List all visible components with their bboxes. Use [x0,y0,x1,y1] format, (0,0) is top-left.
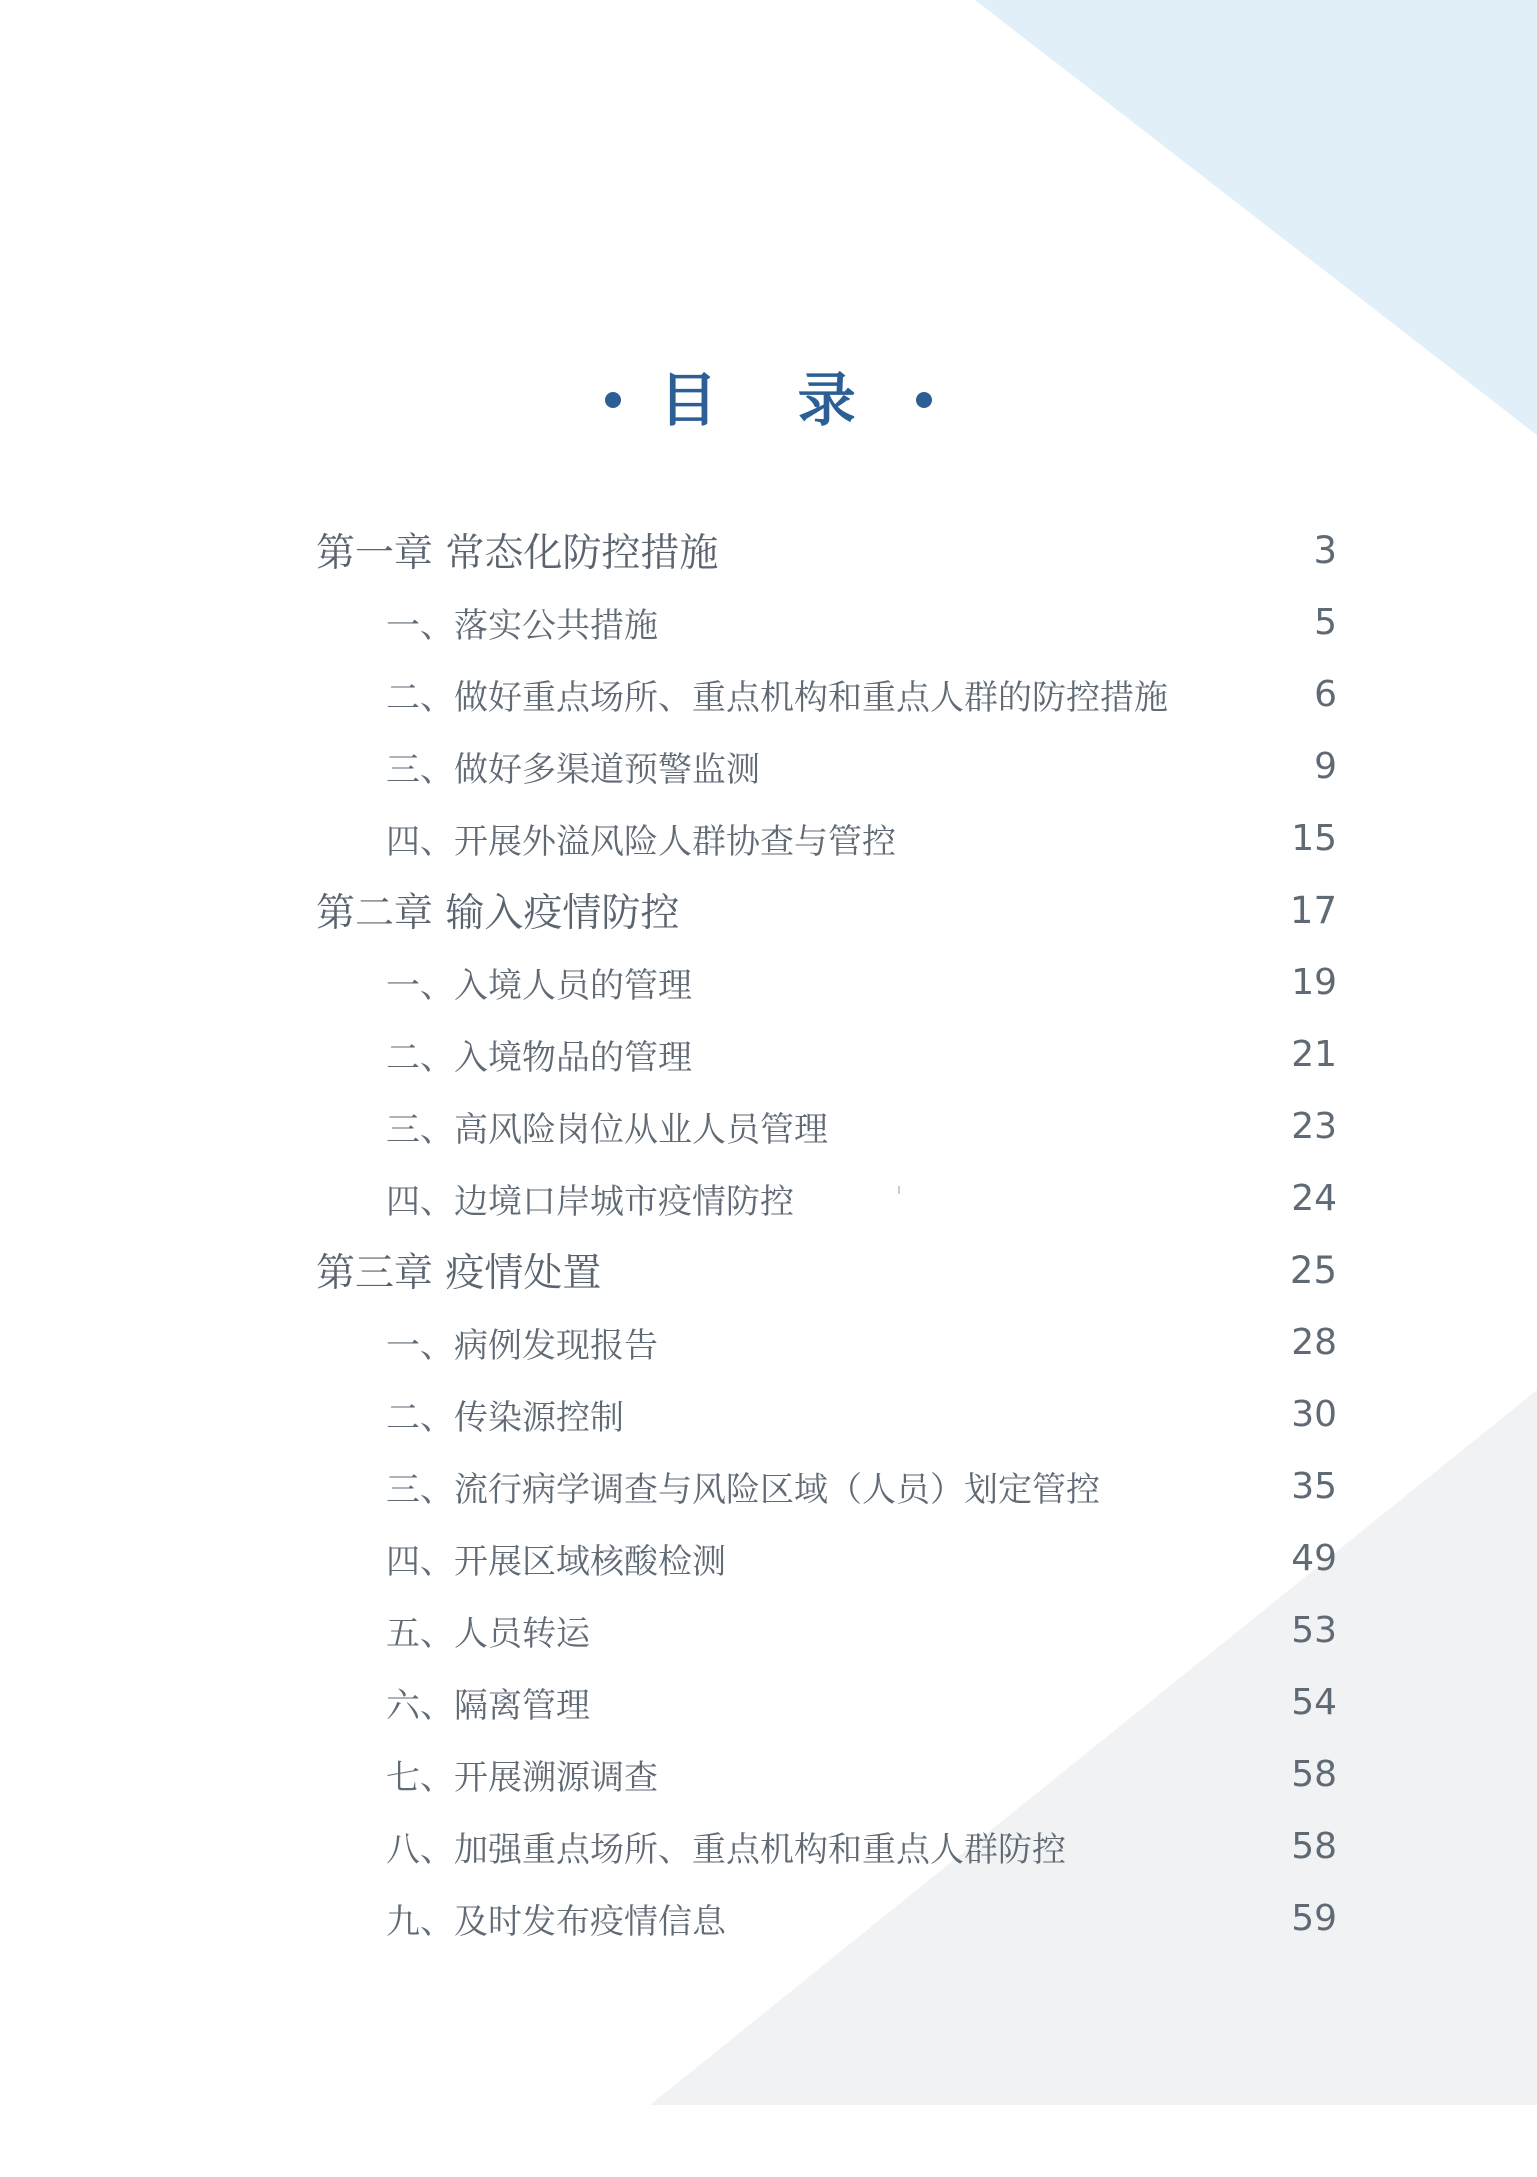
toc-entry[interactable] [0,1456,1537,1516]
toc-entry-page: 58 [1291,1753,1337,1795]
toc-title-text: 目 录 [659,366,886,434]
title-dot-left [605,392,621,408]
toc-entry[interactable] [0,1888,1537,1948]
toc-entry-label: 七、开展溯源调查 [386,1757,658,1798]
toc-entry-page: 53 [1291,1609,1337,1651]
toc-entry-page: 23 [1291,1105,1337,1147]
toc-entry-label: 一、入境人员的管理 [386,965,692,1006]
toc-entry-label: 八、加强重点场所、重点机构和重点人群防控 [386,1829,1066,1870]
toc-entry-label: 一、落实公共措施 [386,605,658,646]
toc-entry-label: 三、高风险岗位从业人员管理 [386,1109,828,1150]
toc-entry-page: 58 [1291,1825,1337,1867]
toc-entry-label: 一、病例发现报告 [386,1325,658,1366]
toc-entry-page: 21 [1291,1033,1337,1075]
toc-entry-page: 6 [1314,673,1337,715]
toc-entry-page: 19 [1291,961,1337,1003]
toc-title [0,360,1537,440]
toc-entry-page: 28 [1291,1321,1337,1363]
toc-entry-label: 四、开展区域核酸检测 [386,1541,726,1582]
toc-entry-page: 59 [1291,1897,1337,1939]
toc-entry-label: 第二章 输入疫情防控 [316,891,680,936]
toc-entry[interactable] [0,736,1537,796]
toc-entry-label: 四、边境口岸城市疫情防控 [386,1181,794,1222]
toc-entry[interactable] [0,592,1537,652]
toc-entry-chapter-3[interactable] [0,1240,1537,1300]
toc-entry[interactable] [0,1312,1537,1372]
toc-entry-page: 35 [1291,1465,1337,1507]
toc-entry[interactable] [0,952,1537,1012]
toc-entry-label: 二、做好重点场所、重点机构和重点人群的防控措施 [386,677,1168,718]
toc-entry-label: 二、传染源控制 [386,1397,624,1438]
toc-entry-page: 9 [1314,745,1337,787]
toc-entry-page: 49 [1291,1537,1337,1579]
toc-entry[interactable] [0,1816,1537,1876]
toc-entry[interactable] [0,1744,1537,1804]
toc-entry-page: 24 [1291,1177,1337,1219]
toc-entry-page: 15 [1291,817,1337,859]
toc-entry-page: 3 [1313,528,1337,572]
toc-entry-label: 二、入境物品的管理 [386,1037,692,1078]
toc-entry-page: 17 [1289,888,1337,932]
toc-entry[interactable] [0,1528,1537,1588]
toc-entry[interactable] [0,664,1537,724]
toc-entry-label: 三、做好多渠道预警监测 [386,749,760,790]
toc-entry-label: 四、开展外溢风险人群协查与管控 [386,821,896,862]
toc-entry-label: 六、隔离管理 [386,1685,590,1726]
toc-entry-page: 5 [1314,601,1337,643]
toc-entry-label: 第一章 常态化防控措施 [316,531,719,576]
toc-entry[interactable] [0,1600,1537,1660]
toc-entry-page: 30 [1291,1393,1337,1435]
toc-entry[interactable] [0,1384,1537,1444]
toc-entry[interactable] [0,1096,1537,1156]
toc-entry[interactable] [0,1024,1537,1084]
toc-entry[interactable] [0,1672,1537,1732]
toc-entry-page: 54 [1291,1681,1337,1723]
title-dot-right [916,392,932,408]
toc-entry-page: 25 [1289,1248,1337,1292]
toc-entry-label: 五、人员转运 [386,1613,590,1654]
toc-entry-label: 三、流行病学调查与风险区域（人员）划定管控 [386,1469,1100,1510]
toc-entry-chapter-1[interactable] [0,520,1537,580]
toc-entry[interactable] [0,1168,1537,1228]
toc-entry-label: 九、及时发布疫情信息 [386,1901,726,1942]
toc-entry[interactable] [0,808,1537,868]
toc-entry-label: 第三章 疫情处置 [316,1251,602,1296]
toc-entry-chapter-2[interactable] [0,880,1537,940]
